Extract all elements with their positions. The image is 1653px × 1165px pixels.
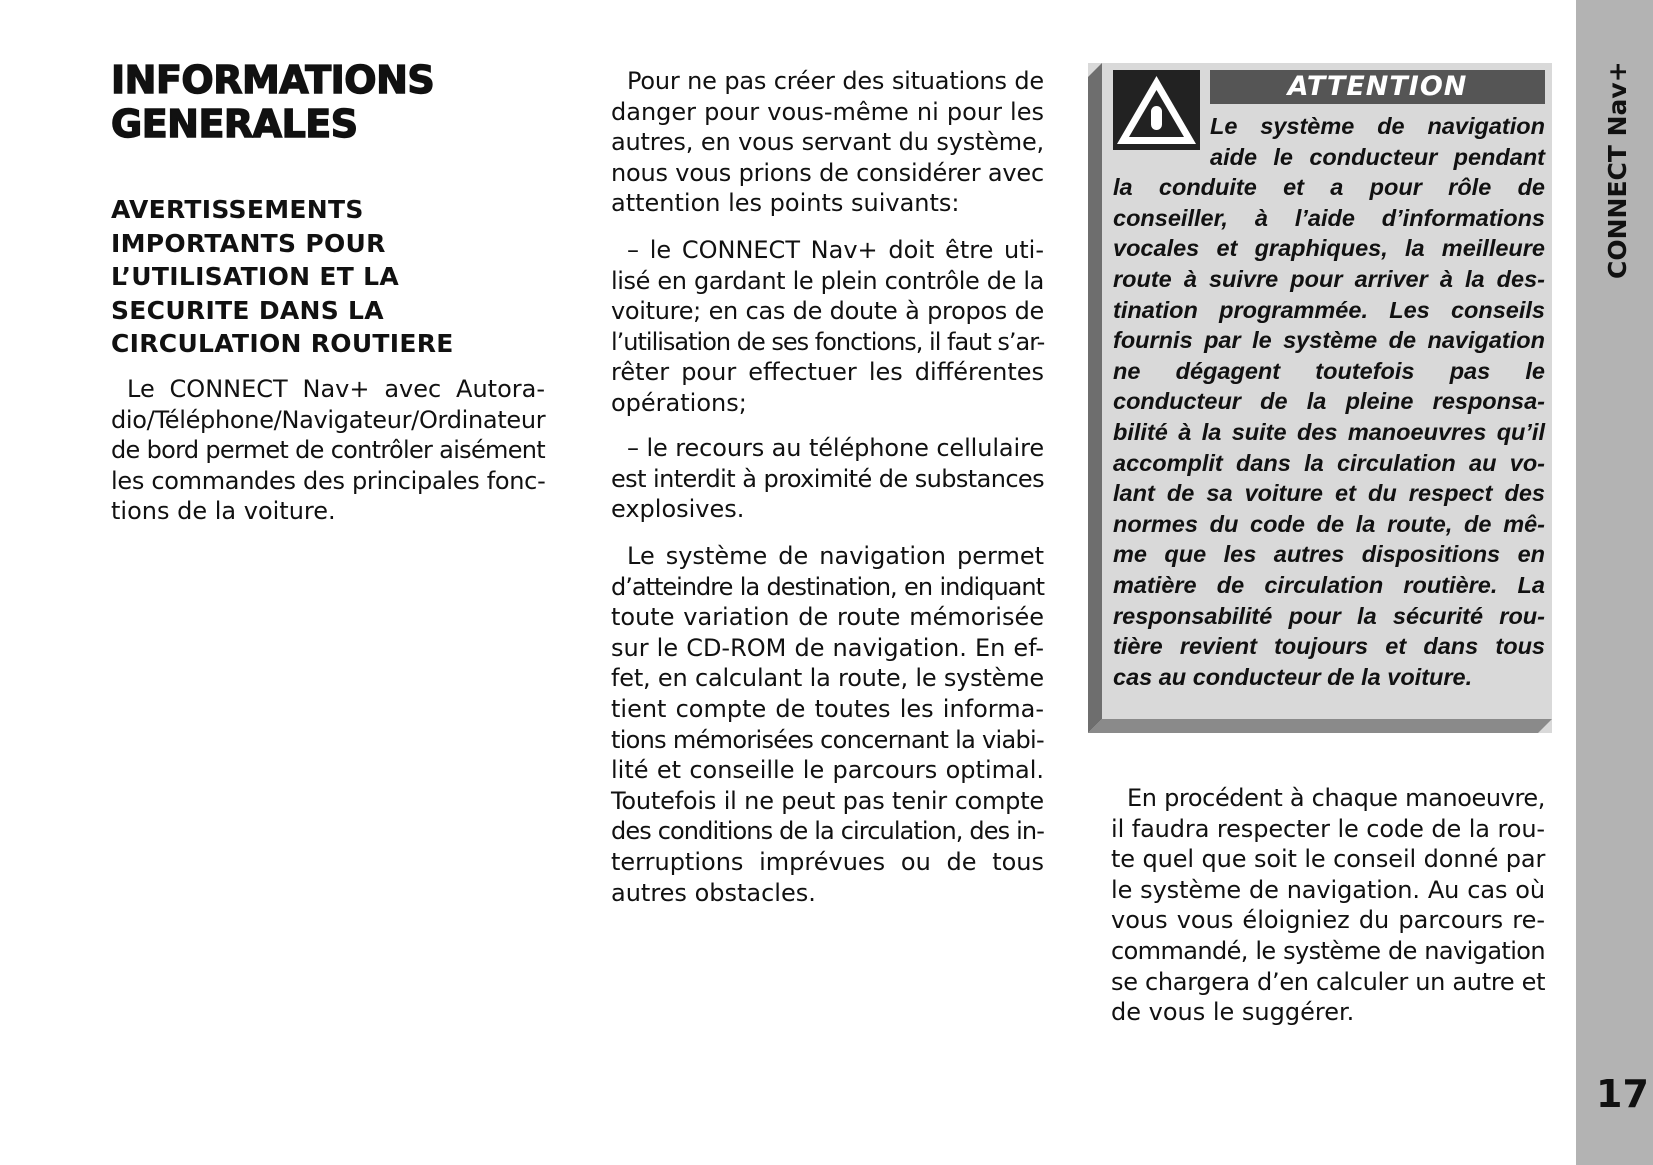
text-line: il faudra respecter le code de la rou- (1111, 814, 1545, 843)
text-line: des conditions de la circulation, des in- (611, 817, 1044, 846)
text-line: Toutefois il ne peut pas tenir compte (611, 786, 1044, 815)
warning-text-line: lant de sa voiture et du respect des (1113, 480, 1545, 507)
text-line: fet, en calculant la route, le système (611, 664, 1044, 693)
text-line: toute variation de route mémorisée (611, 603, 1044, 632)
paragraph (1111, 783, 1545, 1028)
warning-text-line: matière de circulation routière. La (1113, 571, 1545, 598)
text-line: – le CONNECT Nav+ doit être uti- (627, 236, 1044, 264)
text-line: autres obstacles. (611, 878, 816, 907)
section-subheading (111, 193, 551, 361)
text-line: te quel que soit le conseil donné par (1111, 845, 1546, 874)
warning-text-line: aide le conducteur pendant (1210, 143, 1545, 170)
page-title (111, 58, 434, 146)
warning-text-line: cas au conducteur de la voiture. (1113, 663, 1473, 690)
subheading-line: SECURITE DANS LA (111, 295, 384, 325)
warning-text-line: fournis par le système de navigation (1113, 327, 1545, 354)
text-line: nous vous prions de considérer avec (611, 158, 1044, 187)
text-line: Le CONNECT Nav+ avec Autora- (127, 375, 545, 403)
warning-text-line: tination programmée. Les conseils (1113, 296, 1545, 323)
text-line: vous vous éloigniez du parcours re- (1111, 906, 1545, 935)
subheading-line: L’UTILISATION ET LA (111, 262, 400, 291)
text-line: de bord permet de contrôler aisément (111, 436, 545, 465)
text-line: tions de la voiture. (111, 497, 336, 526)
paragraph (611, 235, 1044, 419)
text-line: En procédent à chaque manoeuvre, (1127, 784, 1545, 812)
text-line: autres, en vous servant du système, (611, 128, 1044, 157)
warning-text-line: la conduite et a pour rôle de (1113, 174, 1545, 201)
paragraph (611, 433, 1044, 525)
warning-text-line: Le système de navigation (1210, 113, 1545, 139)
text-line: le système de navigation. Au cas où (1111, 875, 1545, 904)
text-line: d’atteindre la destination, en indiquant (611, 572, 1044, 601)
text-line: attention les points suivants: (611, 189, 960, 218)
warning-box-bevel (1088, 63, 1102, 733)
text-line: de vous le suggérer. (1111, 998, 1355, 1027)
warning-text-line: conducteur de la pleine responsa- (1113, 388, 1545, 415)
paragraph (611, 541, 1044, 908)
paragraph (611, 66, 1044, 219)
text-line: l’utilisation de ses fonctions, il faut s’ar- (611, 327, 1045, 356)
text-line: tions mémorisées concernant la viabi- (611, 725, 1044, 754)
text-line: tient compte de toutes les informa- (611, 694, 1044, 723)
warning-text-line: route à suivre pour arriver à la des- (1113, 265, 1545, 292)
warning-text-line: responsabilité pour la sécurité rou- (1113, 602, 1545, 629)
text-line: sur le CD-ROM de navigation. En ef- (611, 633, 1044, 662)
warning-text-line: conseiller, à l’aide d’informations (1113, 204, 1545, 231)
text-line: lisé en gardant le plein contrôle de la (611, 266, 1044, 295)
text-line: Le système de navigation permet (627, 542, 1044, 570)
text-line: explosives. (611, 495, 745, 524)
warning-text-line: vocales et graphiques, la meilleure (1113, 235, 1545, 262)
warning-box-bevel (1088, 719, 1552, 733)
text-line: opérations; (611, 388, 747, 417)
paragraph (111, 374, 545, 527)
text-line: Pour ne pas créer des situations de (627, 67, 1044, 95)
text-line: terruptions imprévues ou de tous (611, 847, 1044, 876)
warning-text-line: accomplit dans la circulation au vo- (1113, 449, 1545, 476)
text-line: lité et conseille le parcours optimal. (611, 756, 1044, 785)
text-line: – le recours au téléphone cellulaire (627, 434, 1044, 462)
text-line: danger pour vous-même ni pour les (611, 97, 1044, 126)
subheading-line: CIRCULATION ROUTIERE (111, 329, 454, 358)
warning-text (1113, 111, 1545, 692)
text-line: les commandes des principales fonc- (111, 466, 546, 495)
text-line: se chargera d’en calculer un autre et (1111, 967, 1546, 996)
text-line: dio/Téléphone/Navigateur/Ordinateur (111, 405, 546, 434)
warning-text-line: ne dégagent toutefois pas le (1113, 357, 1545, 384)
page-number: 17 (1596, 1072, 1649, 1116)
text-line: commandé, le système de navigation (1111, 936, 1545, 965)
warning-header: ATTENTION (1210, 70, 1545, 104)
subheading-line: IMPORTANTS POUR (111, 228, 386, 258)
warning-text-line: me que les autres dispositions en (1113, 541, 1545, 568)
warning-text-line: bilité à la suite des manoeuvres qu’il (1113, 418, 1545, 445)
warning-text-line: tière revient toujours et dans tous (1113, 633, 1545, 660)
text-line: voiture; en cas de doute à propos de (611, 297, 1044, 326)
text-line: rêter pour effectuer les différentes (611, 358, 1044, 387)
subheading-line: AVERTISSEMENTS (111, 195, 364, 224)
warning-text-line: normes du code de la route, de mê- (1113, 510, 1545, 537)
text-line: est interdit à proximité de substances (611, 464, 1044, 493)
title-line: INFORMATIONS (111, 58, 435, 102)
title-line: GENERALES (111, 102, 358, 146)
section-label: CONNECT Nav+ (1603, 61, 1632, 279)
